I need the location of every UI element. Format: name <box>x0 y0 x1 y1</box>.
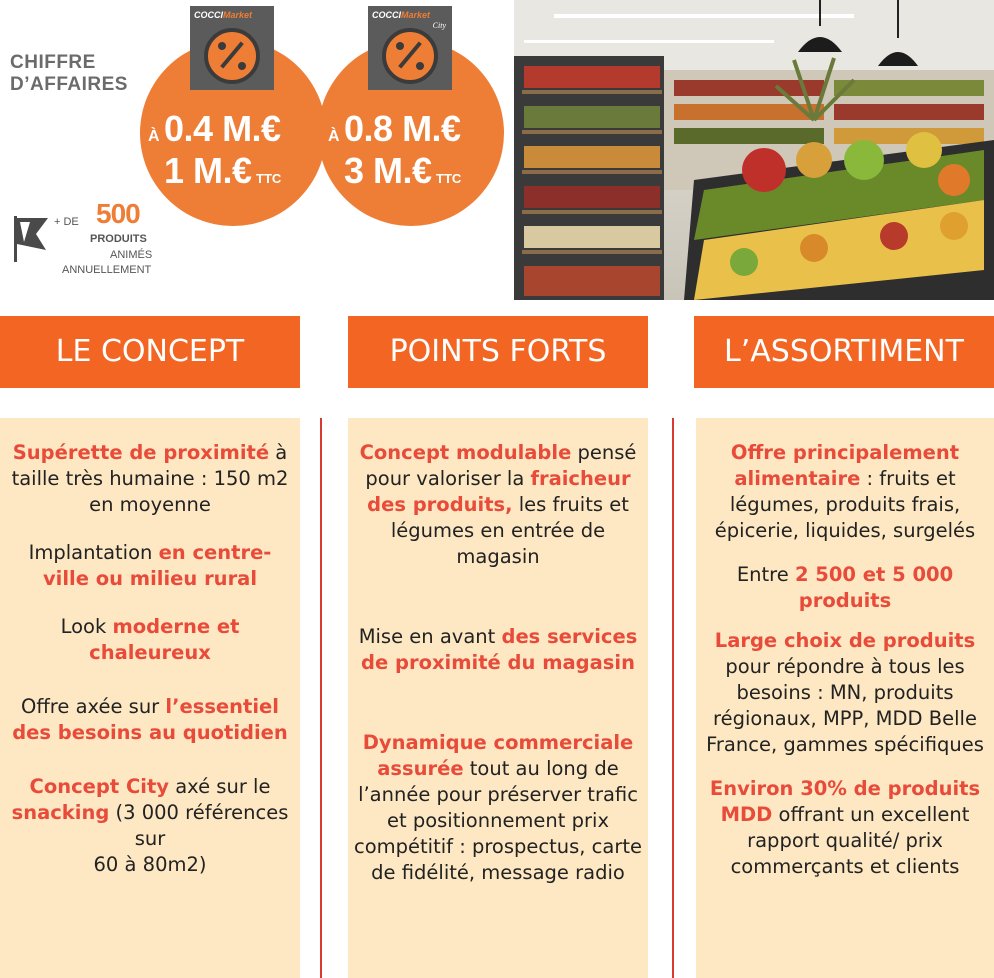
ladybug-icon <box>382 28 438 84</box>
logo-text-a: COCCI <box>372 10 401 20</box>
stat-number: 500 <box>96 198 140 229</box>
assort-item-offre: Offre principalement alimentaire : fruits et légumes, produits frais, épicerie, liquides, surgelés <box>714 441 976 542</box>
store-photo <box>514 0 994 300</box>
stat-line1: PRODUITS <box>90 233 147 245</box>
concept-item-offer: Offre axée sur l’essentiel des besoins au quotidien <box>12 695 288 744</box>
coccimarket-city-logo <box>368 6 452 90</box>
coccimarket-logo <box>190 6 274 90</box>
circle2-line2: 3 M.€ TTC <box>344 150 462 191</box>
circle2-line1: À 0.8 M.€ <box>328 108 461 149</box>
concept-item-look: Look moderne et chaleureux <box>60 615 240 664</box>
concept-item-size: Supérette de proximité à taille très humaine : 150 m2 en moyenne <box>11 441 289 516</box>
assort-item-choice: Large choix de produits pour répondre à tous les besoins : MN, produits régionaux, MPP, MDD Belle France, gammes spécifiques <box>706 629 984 756</box>
logo-text-a: COCCI <box>194 10 223 20</box>
revenue-title-line2: D’AFFAIRES <box>10 74 128 95</box>
circle1-line1: À 0.4 M.€ <box>148 108 281 149</box>
concept-column <box>0 418 300 978</box>
logo-text-b: Market <box>223 10 253 20</box>
assort-item-mdd: Environ 30% de produits MDD offrant un excellent rapport qualité/ prix commerçants et clients <box>709 777 981 878</box>
concept-item-city: Concept City axé sur le snacking (3 000 références sur 60 à 80m2) <box>11 775 289 876</box>
revenue-title-line1: CHIFFRE <box>10 52 96 73</box>
header-points-forts: POINTS FORTS <box>348 316 648 388</box>
points-item-modulable: Concept modulable pensé pour valoriser la fraicheur des produits, les fruits et légumes en entrée de magasin <box>359 441 637 568</box>
points-forts-column <box>348 418 648 978</box>
column-divider <box>320 418 322 978</box>
assortiment-column <box>696 418 994 978</box>
points-item-dynamique: Dynamique commerciale assurée tout au long de l’année pour préserver trafic et positionnement prix compétitif : prospectus, carte de fidélité, message radio <box>353 731 643 884</box>
flag-icon <box>12 214 50 262</box>
points-item-services: Mise en avant des services de proximité du magasin <box>358 625 638 674</box>
circle1-line2: 1 M.€ TTC <box>164 150 282 191</box>
logo-text-b: Market <box>401 10 431 20</box>
assort-item-range: Entre 2 500 et 5 000 produits <box>736 563 954 612</box>
store-interior-illustration <box>514 0 994 300</box>
revenue-title <box>10 52 150 96</box>
stat-line3: ANNUELLEMENT <box>62 264 152 276</box>
stat-prefix: + DE <box>54 216 79 228</box>
header-assortiment: L’ASSORTIMENT <box>694 316 994 388</box>
concept-item-location: Implantation en centre-ville ou milieu rural <box>28 541 272 590</box>
column-divider <box>672 418 674 978</box>
logo-city-text: City <box>432 21 446 30</box>
ladybug-icon <box>204 28 260 84</box>
stat-line2: ANIMÉS <box>110 249 153 261</box>
header-concept: LE CONCEPT <box>0 316 300 388</box>
